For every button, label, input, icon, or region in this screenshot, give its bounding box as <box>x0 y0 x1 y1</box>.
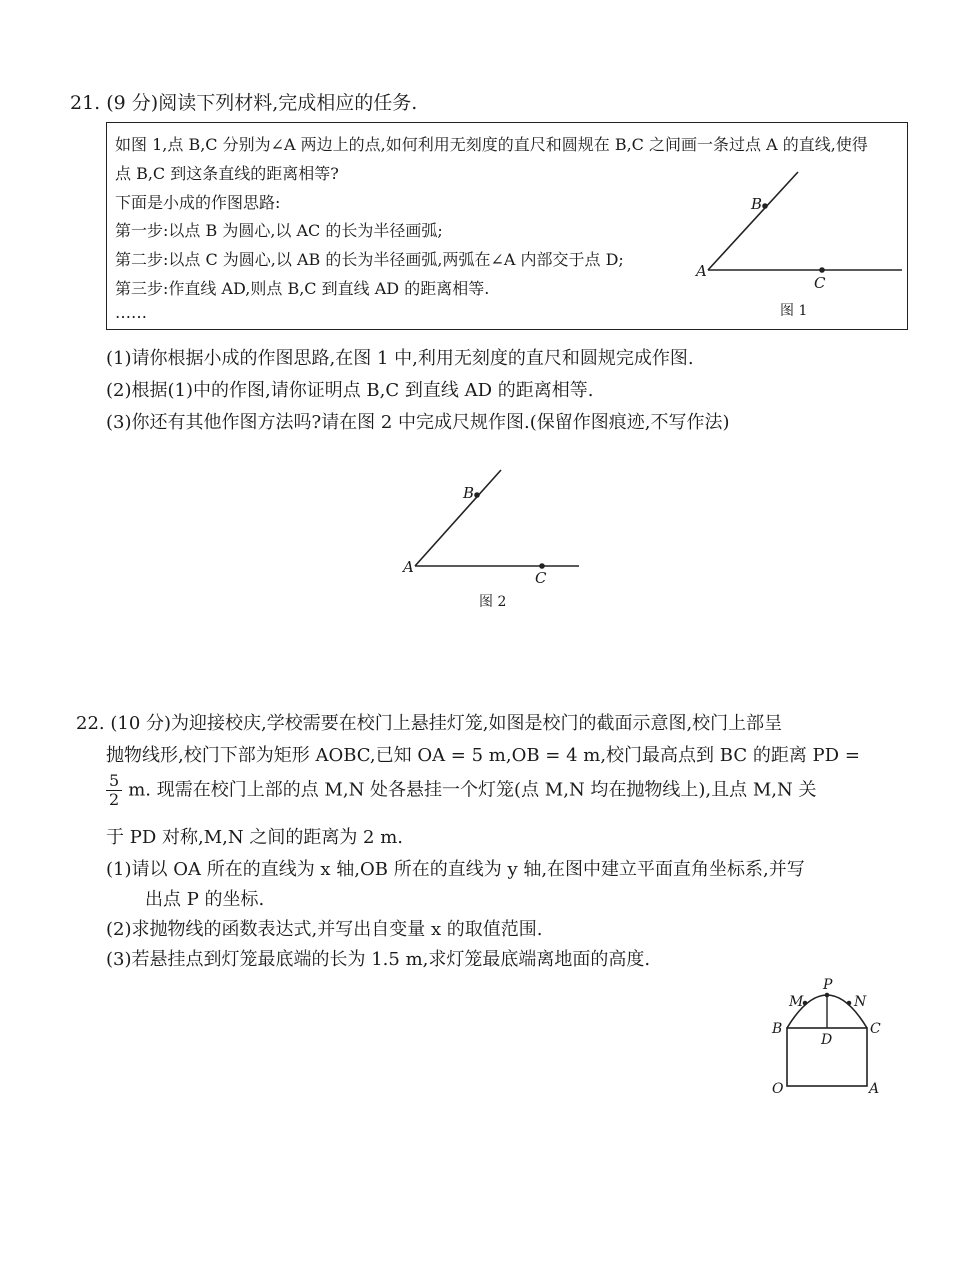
q22-task-1a: (1)请以 OA 所在的直线为 x 轴,OB 所在的直线为 y 轴,在图中建立平面直角坐标系,并写 <box>106 859 805 880</box>
gate-figure <box>762 972 892 1102</box>
gate-label-d: D <box>821 1032 833 1048</box>
fig1-caption: 图 1 <box>780 303 808 319</box>
material-line-2: 点 B,C 到这条直线的距离相等? <box>115 164 339 183</box>
material-line-6: 第三步:作直线 AD,则点 B,C 到直线 AD 的距离相等. <box>115 279 490 298</box>
fig2-point-b <box>474 492 480 498</box>
fig2-ray-ab <box>415 470 501 566</box>
q21-header: 21. (9 分)阅读下列材料,完成相应的任务. <box>70 92 418 114</box>
fig1-point-b <box>762 203 768 209</box>
fig1-label-b: B <box>751 195 763 213</box>
q22-task-2: (2)求抛物线的函数表达式,并写出自变量 x 的取值范围. <box>106 919 543 940</box>
q22-line-3-wrap <box>106 772 817 809</box>
q22-task-1b: 出点 P 的坐标. <box>145 889 265 910</box>
q22-line-4: 于 PD 对称,M,N 之间的距离为 2 m. <box>106 827 404 848</box>
material-line-4: 第一步:以点 B 为圆心,以 AC 的长为半径画弧; <box>115 221 443 240</box>
material-line-1: 如图 1,点 B,C 分别为∠A 两边上的点,如何利用无刻度的直尺和圆规在 B,C 之间画一条过点 A 的直线,使得 <box>115 135 868 154</box>
fraction-denominator: 2 <box>109 790 120 809</box>
gate-label-a: A <box>869 1081 880 1097</box>
material-line-5: 第二步:以点 C 为圆心,以 AB 的长为半径画弧,两弧在∠A 内部交于点 D; <box>115 250 624 269</box>
fig2-point-c <box>539 563 545 569</box>
fig2-label-b: B <box>463 484 475 502</box>
fig1-label-c: C <box>814 274 826 292</box>
gate-point-n <box>847 1001 852 1006</box>
q22-line-2: 抛物线形,校门下部为矩形 AOBC,已知 OA = 5 m,OB = 4 m,校门最高点到 BC 的距离 PD = <box>106 745 860 766</box>
material-line-7: …… <box>115 303 147 322</box>
gate-label-p: P <box>823 977 833 993</box>
figure-1 <box>680 160 910 325</box>
q22-task-3: (3)若悬挂点到灯笼最底端的长为 1.5 m,求灯笼最底端离地面的高度. <box>106 949 651 970</box>
fraction-numerator: 5 <box>106 772 122 791</box>
fraction-five-halves <box>106 772 122 809</box>
gate-label-n: N <box>854 994 867 1010</box>
gate-label-o: O <box>772 1081 784 1097</box>
fig2-label-c: C <box>535 569 547 587</box>
figure-2 <box>395 462 595 617</box>
gate-point-m <box>803 1001 808 1006</box>
fig2-caption: 图 2 <box>479 594 507 610</box>
q21-task-1: (1)请你根据小成的作图思路,在图 1 中,利用无刻度的直尺和圆规完成作图. <box>106 348 694 369</box>
q22-line-1: 22. (10 分)为迎接校庆,学校需要在校门上悬挂灯笼,如图是校门的截面示意图,校门上部呈 <box>76 713 783 734</box>
fig1-ray-ab <box>708 172 798 270</box>
fig2-label-a: A <box>403 558 414 576</box>
material-line-3: 下面是小成的作图思路: <box>115 193 281 212</box>
gate-label-m: M <box>789 994 804 1010</box>
gate-label-b: B <box>772 1021 783 1037</box>
fig1-point-c <box>819 267 825 273</box>
q21-task-3: (3)你还有其他作图方法吗?请在图 2 中完成尺规作图.(保留作图痕迹,不写作法) <box>106 412 730 433</box>
gate-label-c: C <box>870 1021 881 1037</box>
q21-task-2: (2)根据(1)中的作图,请你证明点 B,C 到直线 AD 的距离相等. <box>106 380 594 401</box>
gate-point-p <box>825 993 830 998</box>
fig1-label-a: A <box>696 262 707 280</box>
q22-line-3: m. 现需在校门上部的点 M,N 处各悬挂一个灯笼(点 M,N 均在抛物线上),且点 M,N 关 <box>128 779 817 801</box>
